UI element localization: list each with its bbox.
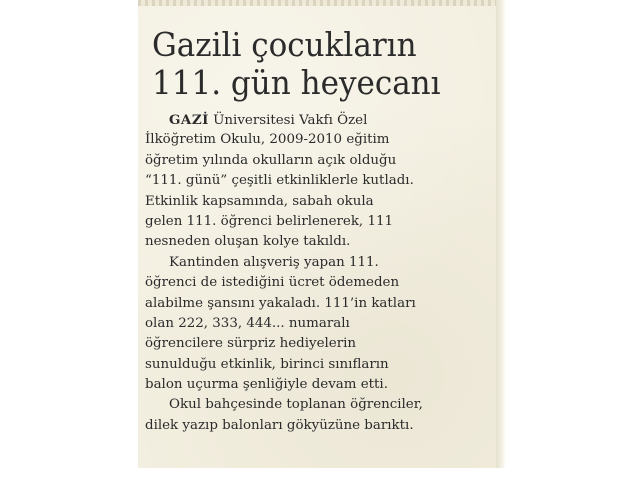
body-line: öğretim yılında okulların açık olduğu xyxy=(145,152,397,168)
torn-top-edge xyxy=(138,0,504,6)
body-line: öğrencilere sürpriz hediyelerin xyxy=(145,336,357,352)
body-line: gelen 111. öğrenci belirlenerek, 111 xyxy=(145,213,394,229)
lead-word: GAZİ xyxy=(169,112,209,128)
body-line xyxy=(145,110,495,130)
body-line: Kantinden alışveriş yapan 111. xyxy=(169,254,379,270)
body-line: nesneden oluşan kolye takıldı. xyxy=(145,234,351,250)
paragraph-2 xyxy=(145,253,495,437)
body-line: Okul bahçesinde toplanan öğrenciler, xyxy=(169,397,423,413)
body-line: alabilme şansını yakaladı. 111’in katları xyxy=(145,295,416,311)
body-line: olan 222, 333, 444... numaralı xyxy=(145,315,350,331)
headline-line-2: 111. gün heyecanı xyxy=(152,63,441,102)
paragraph-1 xyxy=(145,110,495,253)
body-line-text: Üniversitesi Vakfı Özel xyxy=(208,113,368,128)
body-line: balon uçurma şenliğiyle devam etti. xyxy=(145,377,388,393)
headline xyxy=(152,26,472,102)
body-line: dilek yazıp balonları gökyüzüne barıktı. xyxy=(145,417,414,433)
body-line: İlköğretim Okulu, 2009-2010 eğitim xyxy=(145,132,390,148)
headline-line-1: Gazili çocukların xyxy=(152,25,417,64)
article-body xyxy=(145,110,495,436)
newspaper-clipping xyxy=(138,0,504,468)
body-line: öğrenci de istediğini ücret ödemeden xyxy=(145,275,400,291)
clipping-right-edge xyxy=(496,0,506,468)
body-line: “111. günü” çeşitli etkinliklerle kutladı. xyxy=(145,173,414,189)
body-line: Etkinlik kapsamında, sabah okula xyxy=(145,193,374,209)
body-line: sunulduğu etkinlik, birinci sınıfların xyxy=(145,356,389,372)
